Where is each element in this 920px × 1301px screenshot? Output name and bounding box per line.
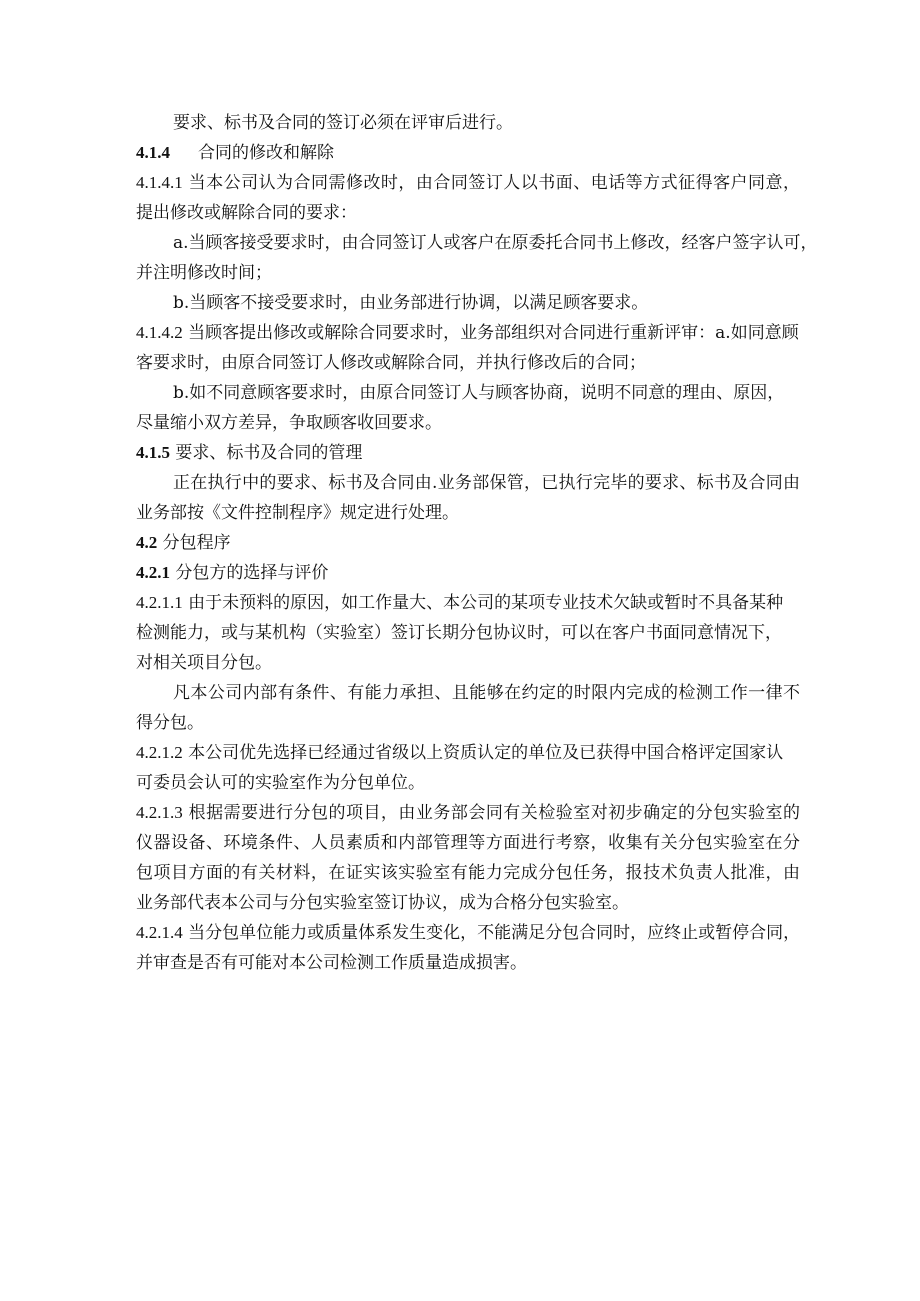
line-text: b.当顾客不接受要求时，由业务部进行协调，以满足顾客要求。 [173,293,649,313]
line-text: 分包程序 [162,533,231,553]
line-text: 本公司优先选择已经通过省级以上资质认定的单位及已获得中国合格评定国家认 [188,743,784,763]
line-text: 仪器设备、环境条件、人员素质和内部管理等方面进行考察，收集有关分包实验室在分 [136,833,800,853]
section-number: 4.2.1.1 [136,593,183,612]
section-number: 4.2 [136,533,158,552]
line-text: 业务部按《文件控制程序》规定进行处理。 [136,503,459,523]
text-line [136,648,800,678]
section-number: 4.2.1.4 [136,923,183,942]
text-line [136,948,800,978]
line-text: 当本公司认为合同需修改时，由合同签订人以书面、电话等方式征得客户同意， [188,173,801,193]
line-text: 正在执行中的要求、标书及合同由.业务部保管，已执行完毕的要求、标书及合同由 [173,473,800,493]
section-line [136,558,800,588]
line-text: 要求、标书及合同的签订必须在评审后进行。 [173,113,513,133]
line-text: a.当顾客接受要求时，由合同签订人或客户在原委托合同书上修改，经客户签字认可， [173,233,818,253]
text-line [136,618,800,648]
line-text: 客要求时，由原合同签订人修改或解除合同，并执行修改后的合同； [136,353,646,373]
text-line [136,288,800,318]
line-text: 当分包单位能力或质量体系发生变化，不能满足分包合同时，应终止或暂停合同， [188,923,801,943]
line-text: b.如不同意顾客要求时，由原合同签订人与顾客协商，说明不同意的理由、原因， [173,383,785,403]
section-line [136,438,800,468]
text-line [136,408,800,438]
section-line [136,528,800,558]
line-text: 分包方的选择与评价 [175,563,329,583]
text-line [136,498,800,528]
section-number: 4.1.5 [136,443,170,462]
section-line [136,168,800,198]
text-line [136,708,800,738]
section-number: 4.1.4.2 [136,323,183,342]
section-number: 4.1.4 [136,143,170,162]
text-line [136,258,800,288]
section-line [136,738,800,768]
section-line [136,318,800,348]
line-text: 合同的修改和解除 [198,143,334,163]
text-line [136,228,818,258]
text-line [136,348,800,378]
line-text: 得分包。 [136,713,204,733]
section-number: 4.2.1 [136,563,170,582]
line-text: 根据需要进行分包的项目，由业务部会同有关检验室对初步确定的分包实验室的 [188,803,801,823]
line-text: 提出修改或解除合同的要求： [136,203,357,223]
line-text: 尽量缩小双方差异，争取顾客收回要求。 [136,413,442,433]
text-line [136,468,800,498]
line-text: 包项目方面的有关材料，在证实该实验室有能力完成分包任务，报技术负责人批准，由 [136,863,800,883]
section-line [136,798,800,828]
text-line [136,768,800,798]
section-line [136,918,800,948]
section-line [136,138,800,168]
line-text: 业务部代表本公司与分包实验室签订协议，成为合格分包实验室。 [136,893,629,913]
document-body [136,108,818,978]
text-line [136,378,800,408]
line-text: 检测能力，或与某机构（实验室）签订长期分包协议时，可以在客户书面同意情况下， [136,623,782,643]
section-number: 4.1.4.1 [136,173,183,192]
text-line [136,828,800,858]
line-text: 并注明修改时间； [136,263,272,283]
line-text: 对相关项目分包。 [136,653,272,673]
text-line [136,858,800,888]
line-text: 凡本公司内部有条件、有能力承担、且能够在约定的时限内完成的检测工作一律不 [173,683,800,703]
text-line [136,678,800,708]
text-line [136,198,800,228]
section-number: 4.2.1.3 [136,803,183,822]
line-text: 当顾客提出修改或解除合同要求时，业务部组织对合同进行重新评审：a.如同意顾 [188,323,799,343]
section-number: 4.2.1.2 [136,743,183,762]
line-text: 可委员会认可的实验室作为分包单位。 [136,773,425,793]
text-line [136,108,800,138]
line-text: 由于未预料的原因，如工作量大、本公司的某项专业技术欠缺或暂时不具备某种 [188,593,784,613]
line-text: 并审查是否有可能对本公司检测工作质量造成损害。 [136,953,527,973]
section-line [136,588,800,618]
text-line [136,888,800,918]
line-text: 要求、标书及合同的管理 [175,443,363,463]
